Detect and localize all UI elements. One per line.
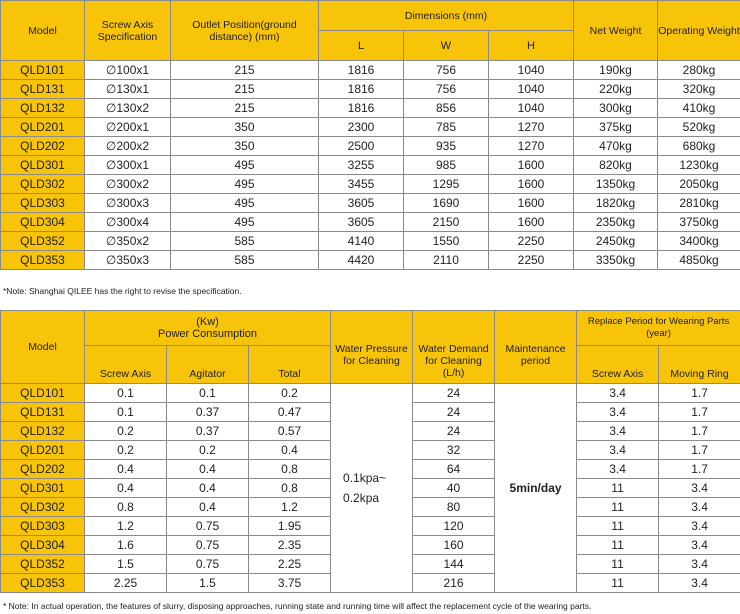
width-cell: 2110 [404,251,489,270]
water-demand-cell: 64 [413,460,495,479]
outlet-position-cell: 350 [171,118,319,137]
screw-axis-power-cell: 0.1 [85,384,167,403]
length-cell: 3605 [319,213,404,232]
water-demand-cell: 24 [413,422,495,441]
height-cell: 1270 [489,118,574,137]
screw-axis-spec-cell: ∅130x1 [85,80,171,99]
total-power-cell: 1.2 [249,498,331,517]
col-outlet-position: Outlet Position(ground distance) (mm) [171,1,319,61]
table-row [1,232,740,251]
length-cell: 1816 [319,99,404,118]
col-h: H [489,31,574,61]
moving-ring-cell: 1.7 [659,460,740,479]
screw-axis-power-cell: 0.2 [85,422,167,441]
water-demand-cell: 144 [413,555,495,574]
water-pressure-line1: 0.1kpa~ [343,471,387,485]
length-cell: 2300 [319,118,404,137]
total-power-cell: 0.8 [249,460,331,479]
table-row [1,175,740,194]
model-cell: QLD101 [1,384,85,403]
agitator-power-cell: 0.75 [167,555,249,574]
col-water-pressure: Water Pressure for Cleaning [331,311,413,384]
screw-axis-power-cell: 2.25 [85,574,167,593]
model-cell: QLD303 [1,517,85,536]
length-cell: 1816 [319,80,404,99]
outlet-position-cell: 350 [171,137,319,156]
operating-weight-cell: 3400kg [658,232,740,251]
height-cell: 1600 [489,175,574,194]
col-screw-axis: Screw Axis [85,346,167,384]
agitator-power-cell: 1.5 [167,574,249,593]
model-cell: QLD352 [1,555,85,574]
width-cell: 785 [404,118,489,137]
col-rp-screw-axis: Screw Axis [577,346,659,384]
net-weight-cell: 2450kg [574,232,658,251]
length-cell: 3255 [319,156,404,175]
height-cell: 1600 [489,156,574,175]
table-row [1,61,740,80]
screw-axis-spec-cell: ∅200x1 [85,118,171,137]
outlet-position-cell: 215 [171,99,319,118]
spec-table [0,0,740,270]
table-row [1,80,740,99]
width-cell: 1295 [404,175,489,194]
replace-screw-axis-cell: 11 [577,498,659,517]
outlet-position-cell: 585 [171,251,319,270]
net-weight-cell: 190kg [574,61,658,80]
height-cell: 1600 [489,213,574,232]
length-cell: 3455 [319,175,404,194]
height-cell: 2250 [489,232,574,251]
screw-axis-spec-cell: ∅300x2 [85,175,171,194]
model-cell: QLD302 [1,498,85,517]
table-row [1,384,740,403]
screw-axis-power-cell: 0.1 [85,403,167,422]
model-cell: QLD301 [1,156,85,175]
model-cell: QLD202 [1,137,85,156]
col-replace-period: Replace Period for Wearing Parts (year) [577,311,740,346]
water-demand-cell: 32 [413,441,495,460]
col-model: Model [1,311,85,384]
model-cell: QLD301 [1,479,85,498]
replace-screw-axis-cell: 11 [577,479,659,498]
width-cell: 756 [404,61,489,80]
col-operating-weight: Operating Weight [658,1,740,61]
length-cell: 1816 [319,61,404,80]
col-moving-ring: Moving Ring [659,346,740,384]
height-cell: 1600 [489,194,574,213]
agitator-power-cell: 0.1 [167,384,249,403]
operating-weight-cell: 2050kg [658,175,740,194]
screw-axis-spec-cell: ∅300x3 [85,194,171,213]
agitator-power-cell: 0.4 [167,498,249,517]
operating-weight-cell: 680kg [658,137,740,156]
screw-axis-spec-cell: ∅130x2 [85,99,171,118]
model-cell: QLD353 [1,574,85,593]
model-cell: QLD304 [1,213,85,232]
height-cell: 1270 [489,137,574,156]
spec-note: *Note: Shanghai QILEE has the right to revise the specification. [3,286,242,296]
water-demand-label: Water Demand for Cleaning [418,343,489,367]
col-l: L [319,31,404,61]
moving-ring-cell: 1.7 [659,422,740,441]
water-demand-cell: 160 [413,536,495,555]
col-power-consumption [85,311,331,346]
maintenance-cell: 5min/day [495,384,577,593]
replace-screw-axis-cell: 3.4 [577,460,659,479]
width-cell: 1690 [404,194,489,213]
water-demand-cell: 120 [413,517,495,536]
col-maintenance: Maintenance period [495,311,577,384]
model-cell: QLD131 [1,80,85,99]
height-cell: 1040 [489,99,574,118]
agitator-power-cell: 0.75 [167,517,249,536]
screw-axis-power-cell: 1.5 [85,555,167,574]
col-total: Total [249,346,331,384]
model-cell: QLD353 [1,251,85,270]
operating-weight-cell: 2810kg [658,194,740,213]
total-power-cell: 2.25 [249,555,331,574]
replace-screw-axis-cell: 3.4 [577,441,659,460]
replace-screw-axis-cell: 3.4 [577,384,659,403]
screw-axis-power-cell: 0.4 [85,479,167,498]
moving-ring-cell: 3.4 [659,517,740,536]
agitator-power-cell: 0.4 [167,460,249,479]
width-cell: 985 [404,156,489,175]
width-cell: 935 [404,137,489,156]
height-cell: 1040 [489,80,574,99]
net-weight-cell: 220kg [574,80,658,99]
power-note: * Note: In actual operation, the features of slurry, disposing approaches, running state and running time will affect the replacement cycle of the wearing parts. [3,601,592,611]
total-power-cell: 0.47 [249,403,331,422]
model-cell: QLD201 [1,441,85,460]
table-row [1,118,740,137]
net-weight-cell: 300kg [574,99,658,118]
col-w: W [404,31,489,61]
length-cell: 2500 [319,137,404,156]
moving-ring-cell: 1.7 [659,403,740,422]
screw-axis-spec-cell: ∅300x4 [85,213,171,232]
model-cell: QLD302 [1,175,85,194]
outlet-position-cell: 215 [171,61,319,80]
power-consumption-label: Power Consumption [157,328,258,340]
operating-weight-cell: 280kg [658,61,740,80]
model-cell: QLD132 [1,99,85,118]
water-pressure-cell [331,384,413,593]
operating-weight-cell: 320kg [658,80,740,99]
col-dimensions: Dimensions (mm) [319,1,574,31]
table-row [1,137,740,156]
table-row [1,251,740,270]
width-cell: 856 [404,99,489,118]
water-demand-cell: 80 [413,498,495,517]
outlet-position-cell: 495 [171,175,319,194]
total-power-cell: 0.4 [249,441,331,460]
table-row [1,194,740,213]
outlet-position-cell: 495 [171,194,319,213]
operating-weight-cell: 3750kg [658,213,740,232]
net-weight-cell: 1350kg [574,175,658,194]
screw-axis-power-cell: 0.4 [85,460,167,479]
operating-weight-cell: 410kg [658,99,740,118]
water-demand-cell: 216 [413,574,495,593]
screw-axis-power-cell: 0.2 [85,441,167,460]
screw-axis-spec-cell: ∅200x2 [85,137,171,156]
moving-ring-cell: 3.4 [659,479,740,498]
moving-ring-cell: 3.4 [659,555,740,574]
length-cell: 4420 [319,251,404,270]
table-row [1,156,740,175]
screw-axis-spec-cell: ∅300x1 [85,156,171,175]
model-cell: QLD131 [1,403,85,422]
agitator-power-cell: 0.37 [167,403,249,422]
col-screw-axis-spec: Screw Axis Specification [85,1,171,61]
agitator-power-cell: 0.37 [167,422,249,441]
moving-ring-cell: 1.7 [659,441,740,460]
replace-screw-axis-cell: 11 [577,574,659,593]
outlet-position-cell: 495 [171,213,319,232]
net-weight-cell: 1820kg [574,194,658,213]
col-agitator: Agitator [167,346,249,384]
width-cell: 2150 [404,213,489,232]
length-cell: 4140 [319,232,404,251]
water-demand-unit: (L/h) [442,367,465,379]
agitator-power-cell: 0.2 [167,441,249,460]
width-cell: 1550 [404,232,489,251]
model-cell: QLD101 [1,61,85,80]
total-power-cell: 0.2 [249,384,331,403]
col-model: Model [1,1,85,61]
replace-screw-axis-cell: 11 [577,536,659,555]
net-weight-cell: 2350kg [574,213,658,232]
operating-weight-cell: 4850kg [658,251,740,270]
model-cell: QLD202 [1,460,85,479]
replace-screw-axis-cell: 3.4 [577,403,659,422]
moving-ring-cell: 1.7 [659,384,740,403]
operating-weight-cell: 1230kg [658,156,740,175]
total-power-cell: 0.8 [249,479,331,498]
replace-screw-axis-cell: 11 [577,517,659,536]
agitator-power-cell: 0.4 [167,479,249,498]
model-cell: QLD303 [1,194,85,213]
table-row [1,99,740,118]
col-net-weight: Net Weight [574,1,658,61]
moving-ring-cell: 3.4 [659,498,740,517]
kw-label: (Kw) [196,316,219,328]
model-cell: QLD132 [1,422,85,441]
total-power-cell: 2.35 [249,536,331,555]
net-weight-cell: 470kg [574,137,658,156]
outlet-position-cell: 215 [171,80,319,99]
replace-screw-axis-cell: 3.4 [577,422,659,441]
agitator-power-cell: 0.75 [167,536,249,555]
screw-axis-power-cell: 1.2 [85,517,167,536]
col-water-demand [413,311,495,384]
model-cell: QLD201 [1,118,85,137]
power-table [0,310,740,593]
table-row [1,213,740,232]
water-pressure-line2: 0.2kpa [343,491,380,505]
height-cell: 2250 [489,251,574,270]
height-cell: 1040 [489,61,574,80]
total-power-cell: 3.75 [249,574,331,593]
moving-ring-cell: 3.4 [659,574,740,593]
screw-axis-power-cell: 0.8 [85,498,167,517]
outlet-position-cell: 585 [171,232,319,251]
moving-ring-cell: 3.4 [659,536,740,555]
outlet-position-cell: 495 [171,156,319,175]
total-power-cell: 0.57 [249,422,331,441]
water-demand-cell: 24 [413,384,495,403]
screw-axis-power-cell: 1.6 [85,536,167,555]
model-cell: QLD304 [1,536,85,555]
operating-weight-cell: 520kg [658,118,740,137]
water-demand-cell: 24 [413,403,495,422]
width-cell: 756 [404,80,489,99]
length-cell: 3605 [319,194,404,213]
total-power-cell: 1.95 [249,517,331,536]
net-weight-cell: 820kg [574,156,658,175]
screw-axis-spec-cell: ∅350x2 [85,232,171,251]
net-weight-cell: 375kg [574,118,658,137]
water-demand-cell: 40 [413,479,495,498]
replace-screw-axis-cell: 11 [577,555,659,574]
screw-axis-spec-cell: ∅350x3 [85,251,171,270]
screw-axis-spec-cell: ∅100x1 [85,61,171,80]
model-cell: QLD352 [1,232,85,251]
net-weight-cell: 3350kg [574,251,658,270]
